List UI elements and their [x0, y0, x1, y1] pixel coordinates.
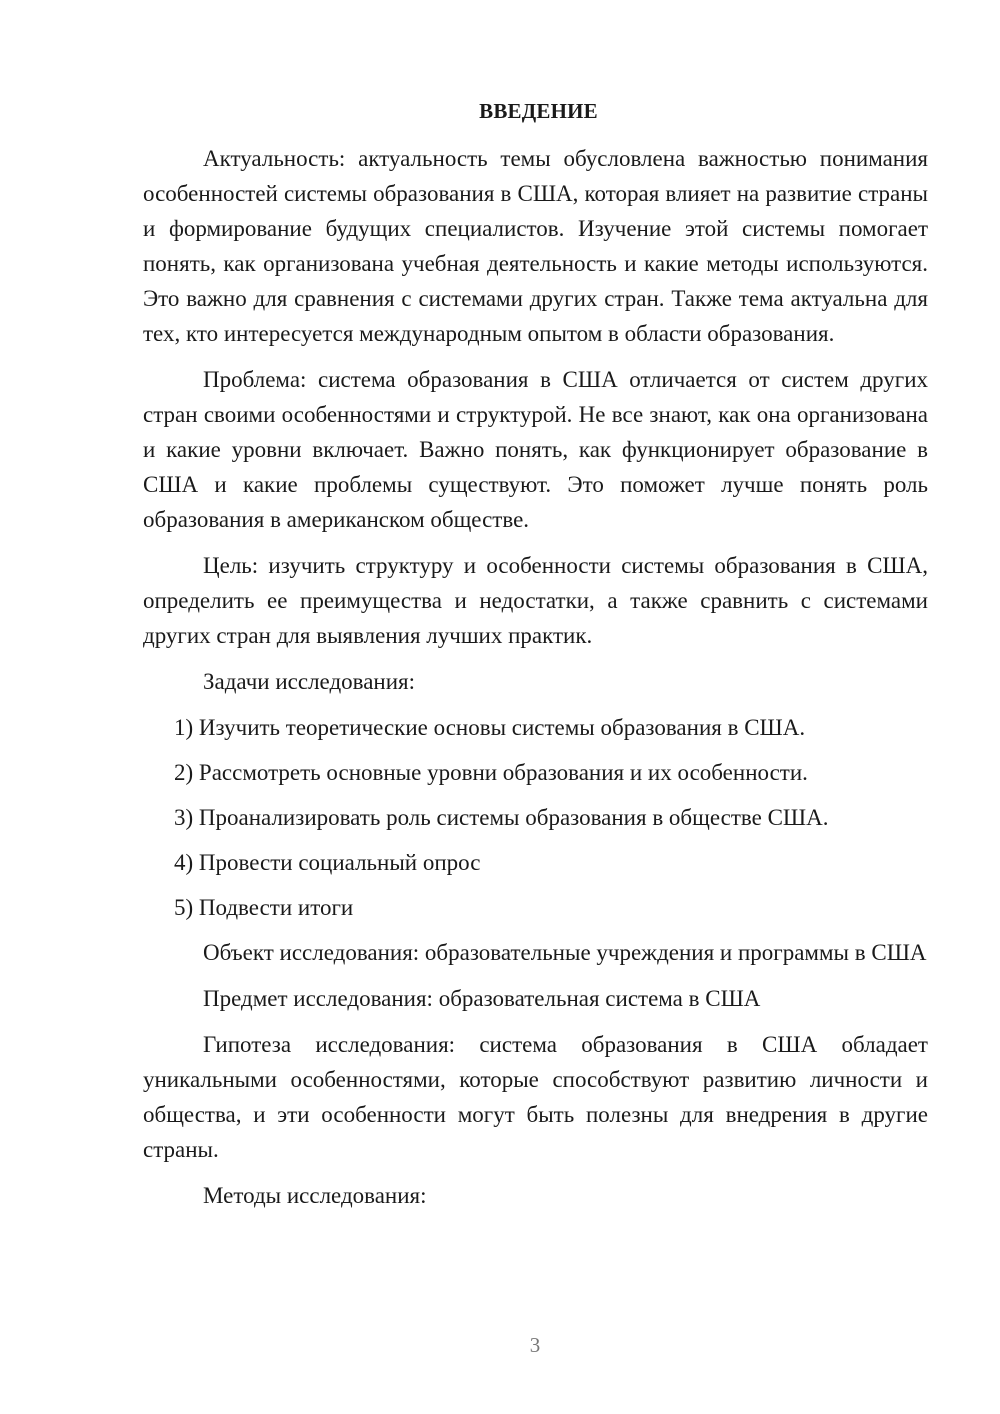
hypothesis-paragraph: Гипотеза исследования: система образования в США обладает уникальными особенностями, которые способствуют развитию личности и общества, и эти особенности могут быть полезны для внедрения в другие страны.: [143, 1032, 928, 1162]
methods-heading: Методы исследования:: [203, 1183, 427, 1208]
page-number: 3: [529, 1333, 541, 1357]
object-paragraph: Объект исследования: образовательные учреждения и программы в США: [203, 940, 927, 965]
task-item: 2) Рассмотреть основные уровни образования и их особенности.: [174, 760, 808, 785]
tasks-list: [143, 710, 928, 925]
page-title: ВВЕДЕНИЕ: [479, 99, 598, 123]
relevance-paragraph: Актуальность: актуальность темы обусловлена важностью понимания особенностей системы образования в США, которая влияет на развитие страны и формирование будущих специалистов. Изучение этой системы помогает понять, как организована учебная деятельность и какие методы используются. Это важно для сравнения с системами других стран. Также тема актуальна для тех, кто интересуется международным опытом в области образования.: [143, 146, 928, 346]
goal-paragraph: Цель: изучить структуру и особенности системы образования в США, определить ее преимущества и недостатки, а также сравнить с системами других стран для выявления лучших практик.: [143, 553, 928, 648]
task-item: 4) Провести социальный опрос: [174, 850, 481, 875]
tasks-heading: Задачи исследования:: [203, 669, 416, 694]
task-item: 3) Проанализировать роль системы образования в обществе США.: [174, 805, 829, 830]
page-content: [143, 94, 928, 1224]
problem-paragraph: Проблема: система образования в США отличается от систем других стран своими особенностями и структурой. Не все знают, как она организована и какие уровни включает. Важно понять, как функционирует образование в США и какие проблемы существуют. Это поможет лучше понять роль образования в американском обществе.: [143, 367, 928, 532]
task-item: 5) Подвести итоги: [174, 895, 354, 920]
task-item: 1) Изучить теоретические основы системы образования в США.: [174, 715, 806, 740]
subject-paragraph: Предмет исследования: образовательная система в США: [203, 986, 761, 1011]
